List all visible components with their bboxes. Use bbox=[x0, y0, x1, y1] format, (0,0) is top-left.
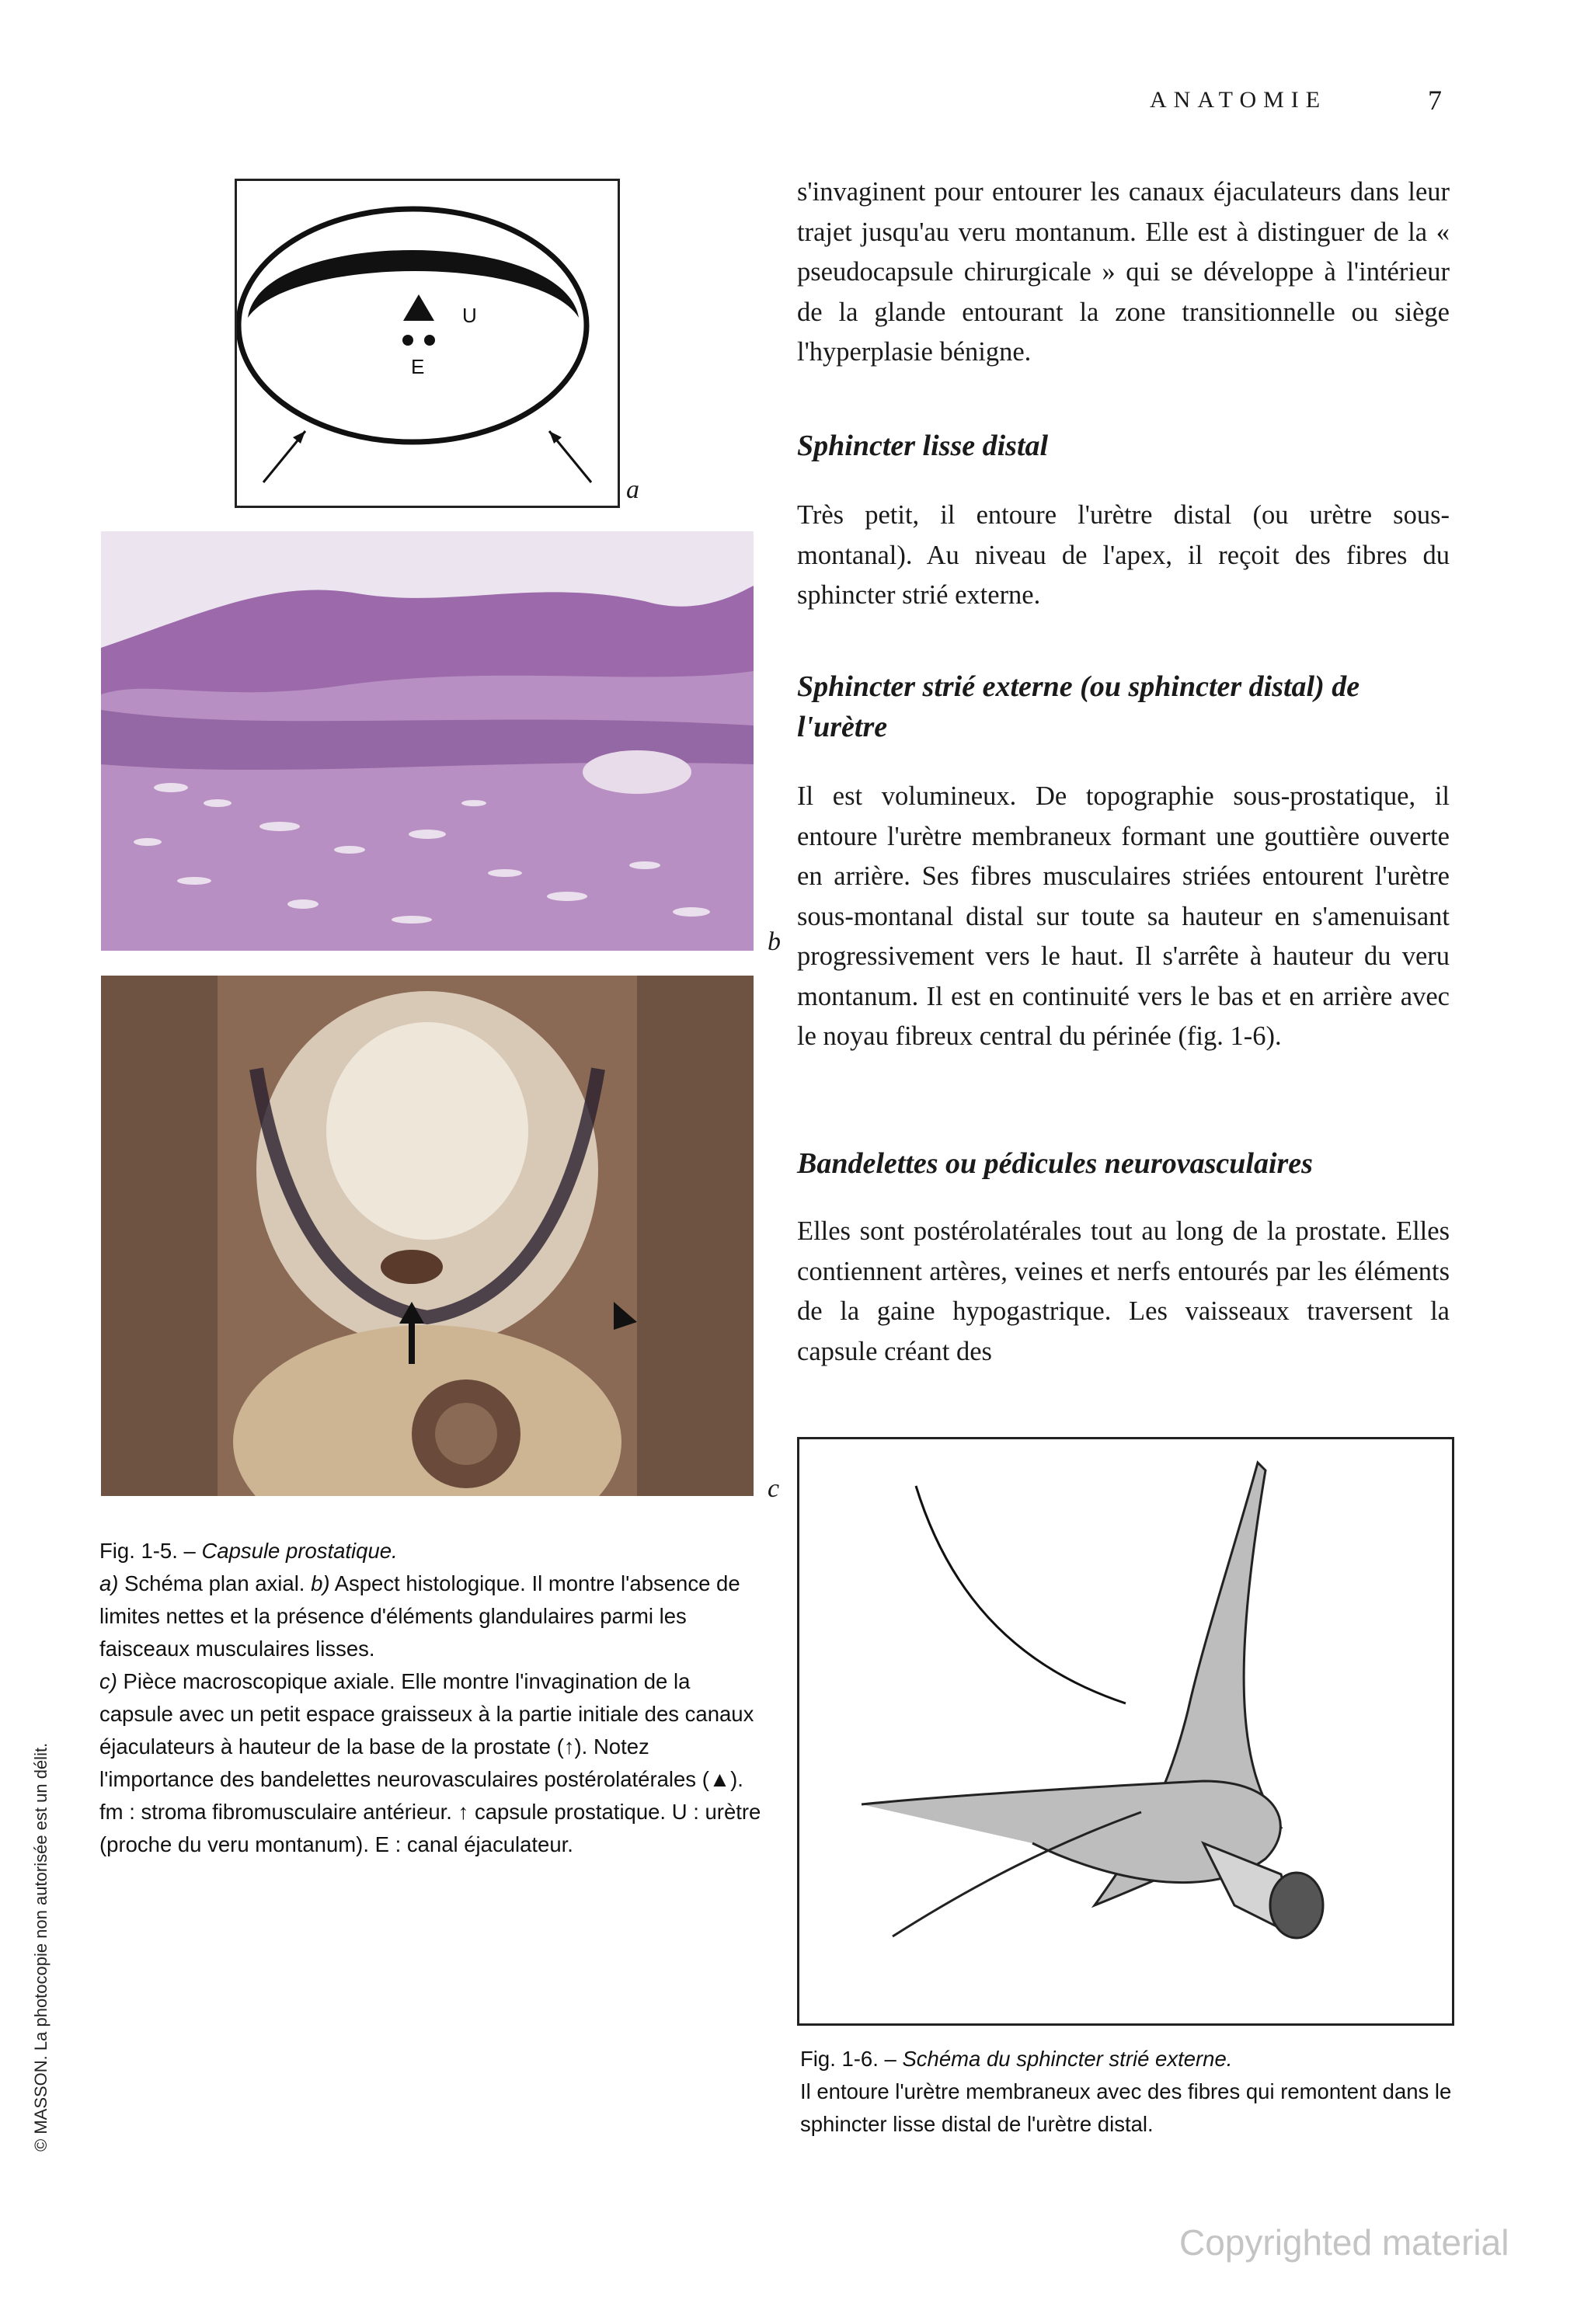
section-sphincter-strie-body bbox=[797, 777, 1450, 1057]
caption-1-6-title: Schéma du sphincter strié externe. bbox=[902, 2047, 1233, 2071]
section-2-paragraph: Il est volumineux. De topographie sous-prostatique, il entoure l'urètre membraneux formant une gouttière ouverte en arrière. Ses fibres musculaires striées entourent l'urètre sous-montanal distal sur toute sa hauteur en s'amenuisant progressivement vers le haut. Il s'arrête à hauteur du veru montanum. Il est en continuité vers le bas et en arrière avec le noyau fibreux central du périnée (fig. 1-6). bbox=[797, 781, 1450, 1051]
copyright-watermark: Copyrighted material bbox=[1179, 2222, 1509, 2263]
section-sphincter-strie bbox=[797, 666, 1450, 747]
caption-1-5-a-text: Schéma plan axial. bbox=[118, 1571, 312, 1595]
figure-1-6-caption bbox=[800, 2043, 1460, 2141]
caption-1-5-b-marker: b) bbox=[311, 1571, 330, 1595]
figure-1-5a-schema bbox=[235, 179, 620, 508]
section-1-paragraph: Très petit, il entoure l'urètre distal (ou urètre sous-montanal). Au niveau de l'apex, il reçoit des fibres du sphincter strié externe. bbox=[797, 500, 1450, 610]
sphincter-schema-drawing bbox=[799, 1439, 1452, 2023]
section-bandelettes-body bbox=[797, 1212, 1450, 1372]
right-column-text bbox=[797, 172, 1450, 373]
running-header-title: ANATOMIE bbox=[1150, 87, 1328, 113]
panel-label-c: c bbox=[768, 1474, 780, 1503]
caption-1-5-title: Capsule prostatique. bbox=[201, 1539, 398, 1563]
schema-label-u: U bbox=[462, 304, 477, 327]
section-3-heading: Bandelettes ou pédicules neurovasculaires bbox=[797, 1147, 1313, 1180]
caption-1-5-number: Fig. 1-5. – bbox=[99, 1539, 202, 1563]
panel-label-a: a bbox=[626, 475, 639, 504]
copyright-side-note: © MASSON. La photocopie non autorisée est un délit. bbox=[31, 1742, 50, 2152]
caption-1-5-c-marker: c) bbox=[99, 1669, 117, 1693]
figure-1-5b-histology-image bbox=[101, 531, 754, 951]
section-3-paragraph: Elles sont postérolatérales tout au long de la prostate. Elles contiennent artères, veines et nerfs entourés par les éléments de la gaine hypogastrique. Les vaisseaux traversent la capsule créant des bbox=[797, 1216, 1450, 1366]
section-1-heading: Sphincter lisse distal bbox=[797, 430, 1049, 462]
page-number: 7 bbox=[1428, 85, 1442, 116]
section-sphincter-lisse-body bbox=[797, 496, 1450, 616]
continued-paragraph: s'invaginent pour entourer les canaux éjaculateurs dans leur trajet jusqu'au veru montanum. Elle est à distinguer de la « pseudocapsule chirurgicale » qui se développe à l'intérieur de la glande entourant la zone transitionnelle ou siège l'hyperplasie bénigne. bbox=[797, 177, 1450, 367]
figure-1-6-schema bbox=[797, 1437, 1454, 2026]
section-2-heading: Sphincter strié externe (ou sphincter distal) de l'urètre bbox=[797, 670, 1360, 743]
axial-schema-drawing bbox=[237, 181, 618, 506]
figure-1-5c-macroscopic-image bbox=[101, 976, 754, 1496]
caption-1-5-a-marker: a) bbox=[99, 1571, 119, 1595]
figure-1-5-caption bbox=[99, 1535, 768, 1861]
schema-label-e: E bbox=[411, 355, 425, 378]
section-bandelettes bbox=[797, 1143, 1450, 1184]
section-sphincter-lisse bbox=[797, 426, 1450, 466]
caption-1-5-b-text: Aspect histologique. Il montre l'absence de limites nettes et la présence d'éléments glandulaires parmi les faisceaux musculaires lisses. bbox=[99, 1571, 740, 1661]
panel-label-b: b bbox=[768, 927, 781, 956]
caption-1-5-c-text: Pièce macroscopique axiale. Elle montre l'invagination de la capsule avec un petit espace graisseux à la partie initiale des canaux éjaculateurs à hauteur de la base de la prostate (↑). Notez l'importance des bandelettes neurovasculaires postérolatérales (▲). fm : stroma fibromusculaire antérieur. ↑ capsule prostatique. U : urètre (proche du veru montanum). E : canal éjaculateur. bbox=[99, 1669, 761, 1856]
schema-label-fm: fm bbox=[401, 214, 424, 237]
caption-1-6-text: Il entoure l'urètre membraneux avec des fibres qui remontent dans le sphincter lisse distal de l'urètre distal. bbox=[800, 2079, 1452, 2136]
caption-1-6-number: Fig. 1-6. – bbox=[800, 2047, 903, 2071]
